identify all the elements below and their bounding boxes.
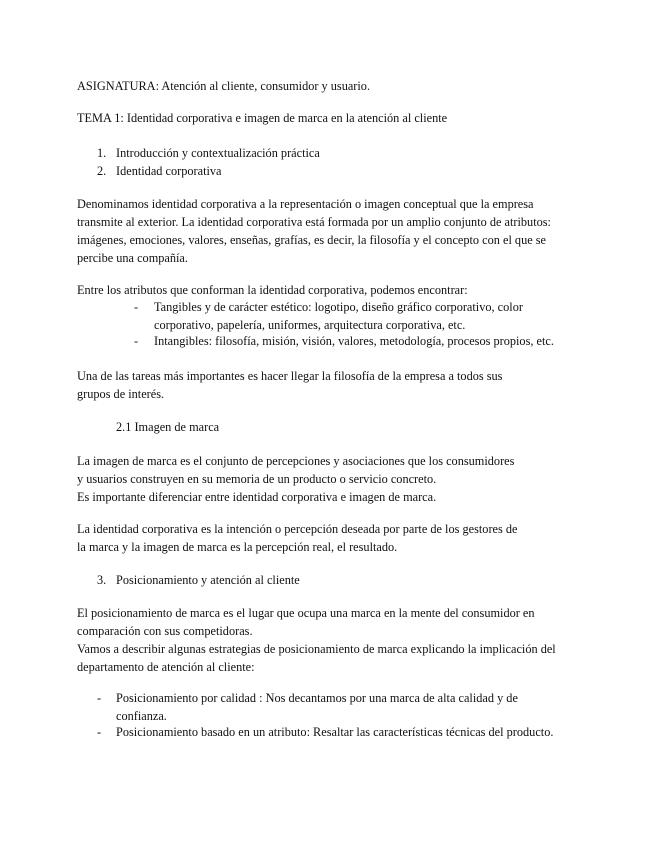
- paragraph-positioning: El posicionamiento de marca es el lugar que ocupa una marca en la mente del consumidor en comparación con sus competidoras. Vamos a describir algunas estrategias de posicionamiento de marca explicando la implicación del departamento de atención al cliente:: [77, 606, 556, 674]
- numbered-item: 1.: [97, 146, 107, 160]
- list-item: Posicionamiento por calidad : Nos decantamos por una marca de alta calidad y de confianza.: [116, 691, 518, 723]
- numbered-item: 3.: [97, 573, 107, 587]
- section-subheading: 2.1 Imagen de marca: [116, 420, 220, 434]
- bullet-dash: -: [97, 691, 102, 705]
- list-item: Intangibles: filosofía, misión, visión, valores, metodología, procesos propios, etc.: [154, 334, 554, 348]
- paragraph-tasks: Una de las tareas más importantes es hacer llegar la filosofía de la empresa a todos sus grupos de interés.: [77, 369, 503, 401]
- paragraph-identity: Denominamos identidad corporativa a la representación o imagen conceptual que la empresa transmite al exterior. La identidad corporativa está formada por un amplio conjunto de atributos: imágenes, emociones, valores, enseñas, grafías, es decir, la filosofía y el concepto con el que se percibe una compañía.: [77, 197, 551, 265]
- numbered-item-text: Posicionamiento y atención al cliente: [116, 573, 300, 587]
- subject-line: ASIGNATURA: Atención al cliente, consumidor y usuario.: [77, 79, 371, 93]
- bullet-dash: -: [97, 725, 102, 739]
- paragraph-brand-image: La imagen de marca es el conjunto de percepciones y asociaciones que los consumidores y usuarios construyen en su memoria de un producto o servicio concreto. Es importante diferenciar entre identidad corporativa e imagen de marca.: [77, 454, 515, 504]
- topic-line: TEMA 1: Identidad corporativa e imagen de marca en la atención al cliente: [77, 111, 448, 125]
- list-item: Tangibles y de carácter estético: logotipo, diseño gráfico corporativo, color corporativo, papelería, uniformes, arquitectura corporativa, etc.: [154, 300, 523, 332]
- paragraph-attributes-intro: Entre los atributos que conforman la identidad corporativa, podemos encontrar:: [77, 283, 468, 297]
- numbered-item-text: Identidad corporativa: [116, 164, 222, 178]
- bullet-dash: -: [134, 300, 139, 314]
- bullet-dash: -: [134, 334, 139, 348]
- paragraph-intent: La identidad corporativa es la intención o percepción deseada por parte de los gestores de la marca y la imagen de marca es la percepción real, el resultado.: [77, 522, 518, 554]
- numbered-item: 2.: [97, 164, 107, 178]
- list-item: Posicionamiento basado en un atributo: Resaltar las características técnicas del producto.: [116, 725, 554, 739]
- numbered-item-text: Introducción y contextualización práctica: [116, 146, 320, 160]
